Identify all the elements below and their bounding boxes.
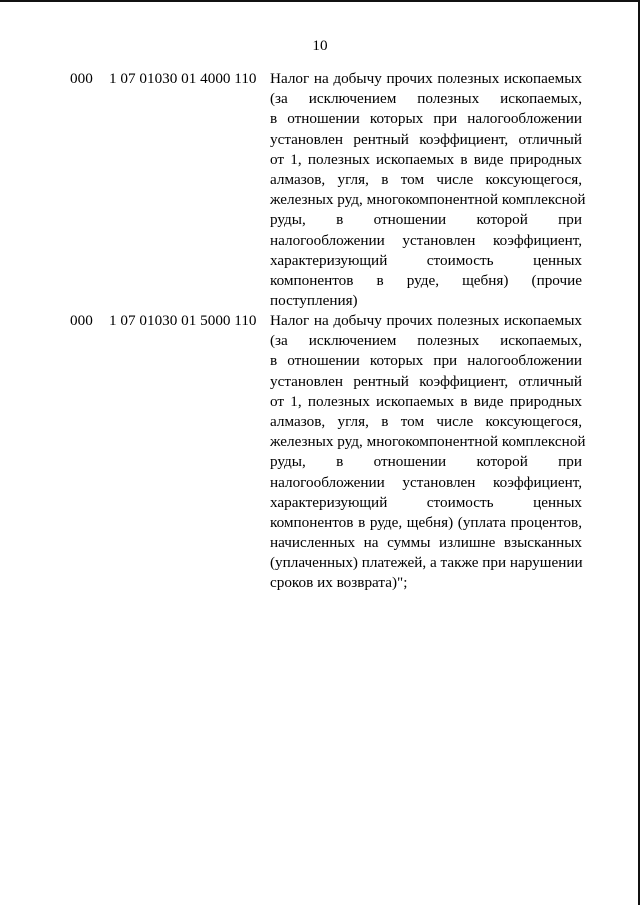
description-line: Налог на добычу прочих полезных ископаемых: [270, 70, 582, 87]
administrator-code: 000: [70, 70, 93, 87]
description-line: сроков их возврата)";: [270, 574, 408, 592]
description-line: руды, в отношении которой при: [270, 211, 582, 229]
budget-classification-code: 1 07 01030 01 5000 110: [109, 312, 257, 329]
scan-border-top: [0, 0, 640, 2]
description-line: от 1, полезных ископаемых в виде природных: [270, 392, 582, 410]
budget-classification-code: 1 07 01030 01 4000 110: [109, 70, 257, 87]
description-line: (за исключением полезных ископаемых,: [270, 90, 582, 108]
description-line: компонентов в руде, щебня) (прочие: [270, 271, 582, 289]
description-line: установлен рентный коэффициент, отличный: [270, 130, 582, 148]
administrator-code: 000: [70, 312, 93, 329]
description-line: в отношении которых при налогообложении: [270, 352, 582, 370]
description-line: от 1, полезных ископаемых в виде природных: [270, 150, 582, 168]
description-line: руды, в отношении которой при: [270, 453, 582, 471]
description-line: в отношении которых при налогообложении: [270, 110, 582, 128]
description-line: алмазов, угля, в том числе коксующегося,: [270, 170, 582, 188]
description-line: (за исключением полезных ископаемых,: [270, 332, 582, 350]
description-line: характеризующий стоимость ценных: [270, 251, 582, 269]
description-line: Налог на добычу прочих полезных ископаемых: [270, 312, 582, 329]
description-line: установлен рентный коэффициент, отличный: [270, 372, 582, 390]
description-line: начисленных на суммы излишне взысканных: [270, 534, 582, 552]
description-line: (уплаченных) платежей, а также при нарушении: [270, 554, 583, 572]
description-line: характеризующий стоимость ценных: [270, 493, 582, 511]
description-line: поступления): [270, 292, 358, 310]
description-line: компонентов в руде, щебня) (уплата процентов,: [270, 513, 582, 531]
entry-description: [270, 69, 586, 311]
description-line: налогообложении установлен коэффициент,: [270, 231, 582, 249]
description-line: алмазов, угля, в том числе коксующегося,: [270, 412, 582, 430]
description-line: налогообложении установлен коэффициент,: [270, 473, 582, 491]
entry-description: [270, 311, 586, 594]
description-line: железных руд, многокомпонентной комплексной: [270, 433, 586, 451]
description-line: железных руд, многокомпонентной комплексной: [270, 191, 586, 209]
page-number: 10: [312, 37, 328, 54]
